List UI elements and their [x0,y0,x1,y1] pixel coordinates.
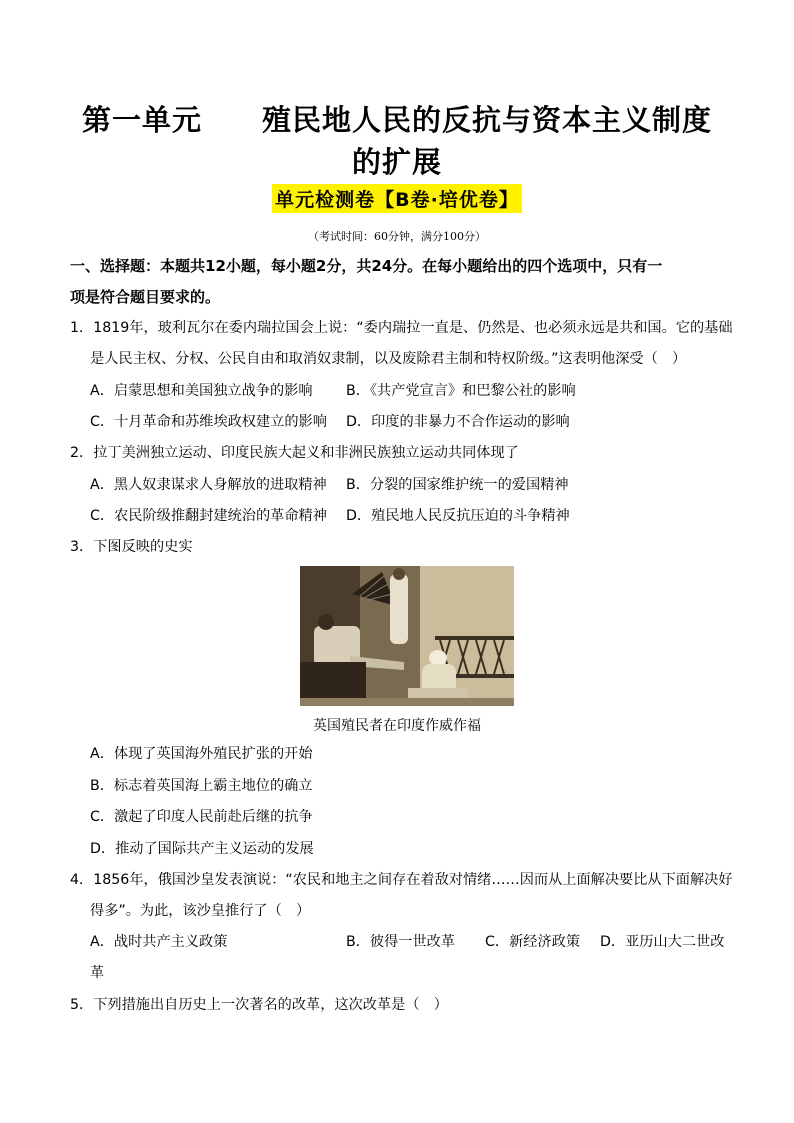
q4-stem-line-1: 4．1856年，俄国沙皇发表演说：“农民和地主之间存在着敌对情绪……因而从上面解决要比从下面解决好 [70,872,733,888]
q1-stem-line-2: 是人民主权、分权、公民自由和取消奴隶制，以及废除君主制和特权阶级。”这表明他深受（ ） [90,351,687,367]
q4-option-a: A．战时共产主义政策 [90,934,228,950]
q4-option-b: B．彼得一世改革 [346,934,456,950]
q3-option-c: C．激起了印度人民前赴后继的抗争 [90,809,313,825]
q3-stem-line-1: 3．下图反映的史实 [70,539,193,555]
page-title-line-1: 第一单元 殖民地人民的反抗与资本主义制度 [81,103,712,137]
section-heading-line-1: 一、选择题：本题共12小题，每小题2分，共24分。在每小题给出的四个选项中，只有一 [70,257,663,275]
q1-option-b: B．《共产党宣言》和巴黎公社的影响 [346,383,576,399]
q4-option-c: C．新经济政策 [485,934,581,950]
q4-stem-line-2: 得多”。为此，该沙皇推行了（ ） [90,903,311,919]
q1-option-c: C．十月革命和苏维埃政权建立的影响 [90,414,327,430]
q2-option-b: B．分裂的国家维护统一的爱国精神 [346,477,569,493]
historical-photo [300,566,514,706]
photo-illustration [300,566,514,706]
q3-option-a: A．体现了英国海外殖民扩张的开始 [90,746,313,762]
q2-stem-line-1: 2．拉丁美洲独立运动、印度民族大起义和非洲民族独立运动共同体现了 [70,445,519,461]
q5-stem-line-1: 5．下列措施出自历史上一次著名的改革，这次改革是（ ） [70,997,448,1013]
q1-option-a: A．启蒙思想和美国独立战争的影响 [90,383,313,399]
q2-option-d: D．殖民地人民反抗压迫的斗争精神 [346,508,570,524]
q2-option-c: C．农民阶级推翻封建统治的革命精神 [90,508,327,524]
section-heading-line-2: 项是符合题目要求的。 [70,288,221,306]
q2-option-a: A．黑人奴隶谋求人身解放的进取精神 [90,477,327,493]
q4-option-wrap: 革 [90,965,105,981]
q1-stem-line-1: 1．1819年，玻利瓦尔在委内瑞拉国会上说：“委内瑞拉一直是、仍然是、也必须永远是共和国。它的基础 [70,320,733,336]
q1-option-d: D．印度的非暴力不合作运动的影响 [346,414,570,430]
q4-option-d: D．亚历山大二世改 [600,934,725,950]
highlighted-subtitle: 单元检测卷【B卷·培优卷】 [272,184,522,213]
q3-option-b: B．标志着英国海上霸主地位的确立 [90,778,313,794]
exam-info: （考试时间：60分钟，满分100分） [308,230,486,243]
q3-option-d: D．推动了国际共产主义运动的发展 [90,841,314,857]
photo-caption: 英国殖民者在印度作威作福 [313,718,481,734]
subtitle-wrap [0,184,794,213]
page-title-line-2: 的扩展 [351,145,442,179]
